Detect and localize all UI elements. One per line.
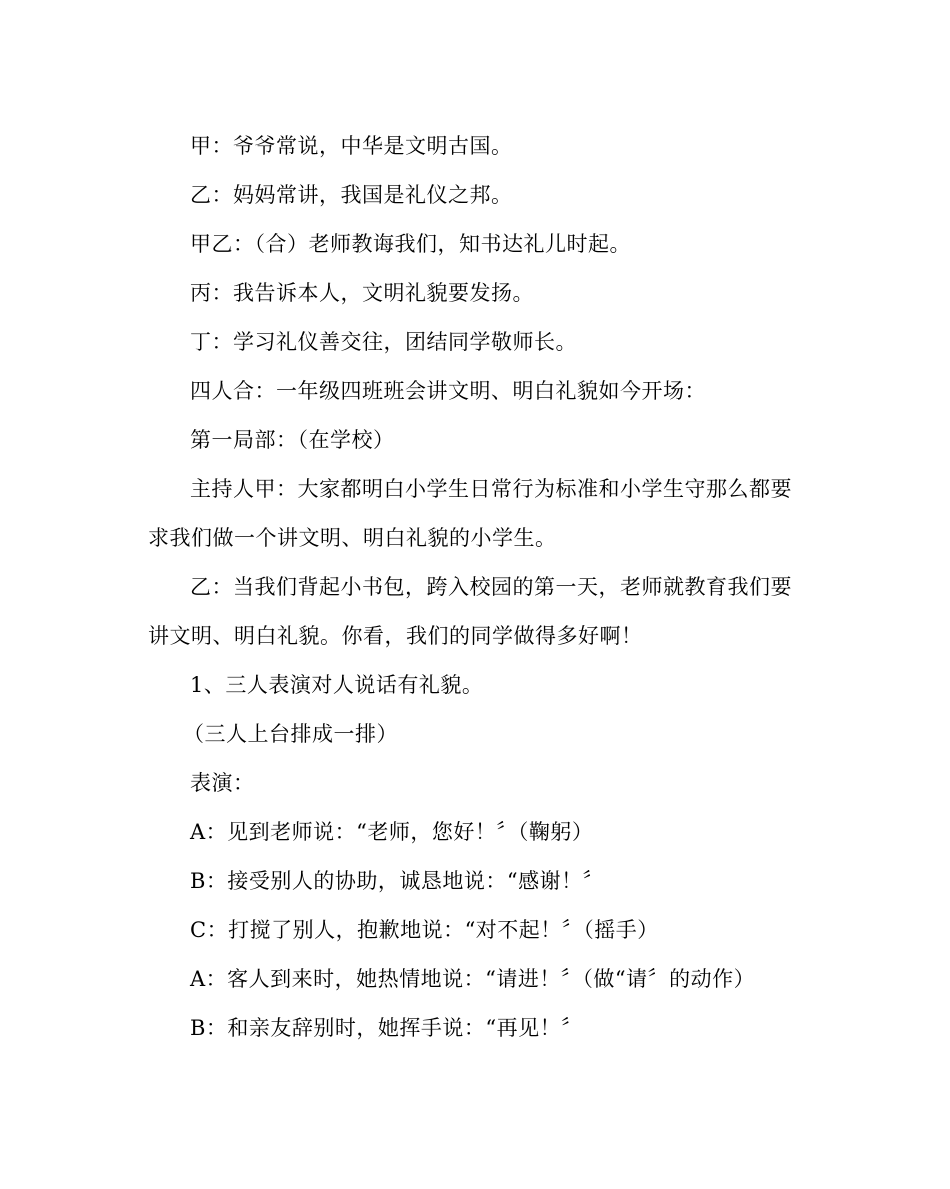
dialogue-line-all: 四人合：一年级四班班会讲文明、明白礼貌如今开场： (190, 379, 706, 403)
host-line-start: 主持人甲：大家都明白小学生日常行为标准和小学生守那么都要 (190, 477, 792, 501)
dialogue-line-jia: 甲：爷爷常说，中华是文明古国。 (190, 134, 513, 158)
dialogue-line-jiayi: 甲乙：（合）老师教诲我们，知书达礼儿时起。 (190, 232, 631, 256)
performance-line-a1: A：见到老师说：“老师，您好！〞（鞠躬） (190, 820, 594, 844)
dialogue-line-bing: 丙：我告诉本人，文明礼貌要发扬。 (190, 281, 534, 305)
section-heading: 第一局部：（在学校） (190, 428, 395, 452)
host-line-cont: 求我们做一个讲文明、明白礼貌的小学生。 (148, 526, 557, 550)
dialogue-line-yi: 乙：妈妈常讲，我国是礼仪之邦。 (190, 183, 513, 207)
performance-line-a2: A：客人到来时，她热情地说：“请进！〞（做“请〞的动作） (190, 967, 756, 991)
performance-line-b1: B：接受别人的协助，诚恳地说：“感谢！〞 (190, 869, 605, 893)
yi-line-start: 乙：当我们背起小书包，跨入校园的第一天，老师就教育我们要 (190, 575, 792, 599)
performance-label: 表演： (190, 771, 255, 795)
numbered-item: 1、三人表演对人说话有礼貌。 (190, 673, 484, 697)
stage-direction: （三人上台排成一排） (183, 722, 398, 746)
performance-line-c1: C：打搅了别人，抱歉地说：“对不起！〞（摇手） (190, 918, 659, 942)
performance-line-b2: B：和亲友辞别时，她挥手说：“再见！〞 (190, 1016, 583, 1040)
dialogue-line-ding: 丁：学习礼仪善交往，团结同学敬师长。 (190, 330, 577, 354)
yi-line-cont: 讲文明、明白礼貌。你看，我们的同学做得多好啊！ (148, 624, 643, 648)
